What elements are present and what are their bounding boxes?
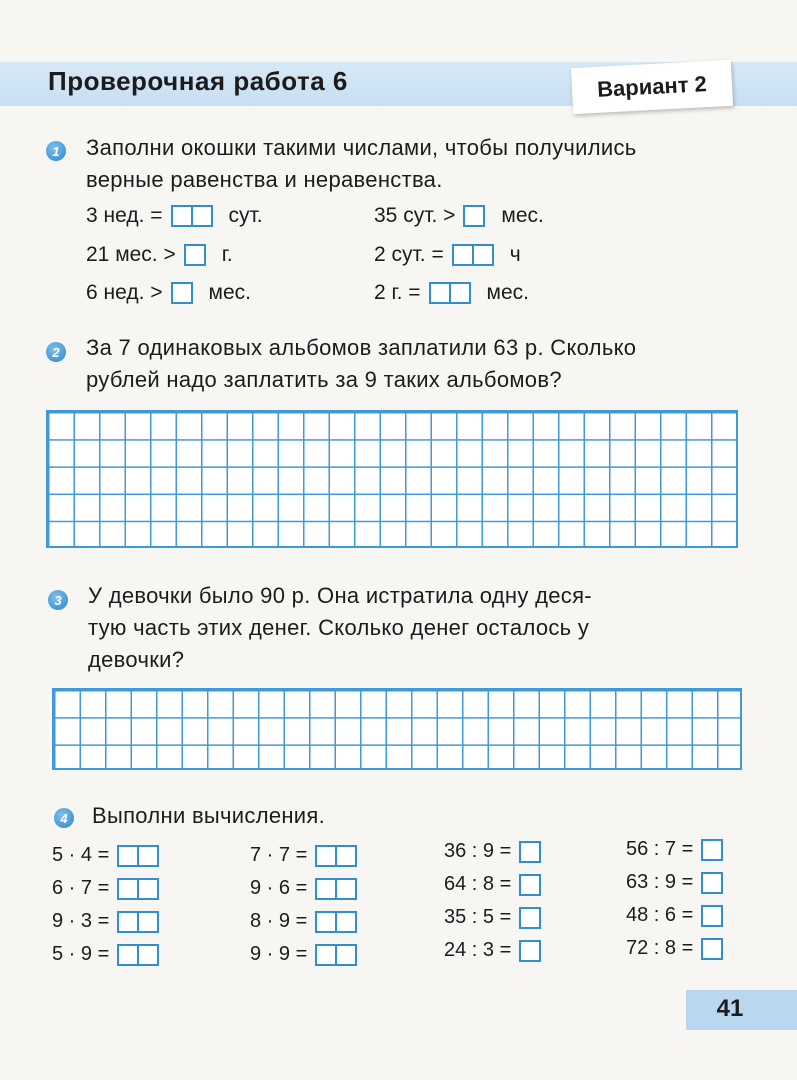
equation-row (374, 243, 521, 267)
calc-item: 8 · 9 = (250, 910, 357, 933)
calc-item: 6 · 7 = (52, 877, 159, 900)
calc-item: 48 : 6 = (626, 904, 723, 927)
answer-box[interactable] (701, 938, 723, 960)
task-3-text-line-2: тую часть этих денег. Сколько денег осталось у (88, 615, 590, 640)
answer-box-double[interactable] (117, 944, 159, 966)
calc-item: 9 · 3 = (52, 910, 159, 933)
equation-row (374, 281, 529, 305)
task-1-text-line-1: Заполни окошки такими числами, чтобы получились (86, 135, 637, 160)
answer-box-double[interactable] (117, 878, 159, 900)
answer-box-double[interactable] (429, 282, 471, 304)
calc-item: 5 · 9 = (52, 943, 159, 966)
task-1-number-icon: 1 (46, 141, 66, 161)
answer-box-double[interactable] (315, 944, 357, 966)
calc-item: 7 · 7 = (250, 844, 357, 867)
answer-box-double[interactable] (315, 878, 357, 900)
equation-left: 2 г. = (374, 281, 421, 304)
equation-left: 35 сут. > (374, 204, 456, 227)
calc-item: 35 : 5 = (444, 906, 541, 929)
equation-left: 6 нед. > (86, 281, 163, 304)
equation-left: 3 нед. = (86, 204, 163, 227)
equation-row (86, 243, 233, 267)
calc-item: 9 · 9 = (250, 943, 357, 966)
answer-box[interactable] (519, 940, 541, 962)
answer-box-double[interactable] (315, 845, 357, 867)
answer-box[interactable] (701, 872, 723, 894)
task-2-number-icon: 2 (46, 342, 66, 362)
task-2-text-line-2: рублей надо заплатить за 9 таких альбомов? (86, 367, 562, 392)
page-title: Проверочная работа 6 (48, 66, 348, 96)
equation-unit: мес. (208, 281, 251, 304)
task-4-text: Выполни вычисления. (92, 803, 326, 828)
answer-box[interactable] (519, 841, 541, 863)
task-3-text-line-3: девочки? (88, 647, 185, 672)
calc-item: 56 : 7 = (626, 838, 723, 861)
answer-box[interactable] (171, 282, 193, 304)
answer-box-double[interactable] (452, 244, 494, 266)
task-1-text-line-2: верные равенства и неравенства. (86, 167, 443, 192)
answer-box[interactable] (519, 874, 541, 896)
equation-row (86, 204, 263, 228)
answer-box-double[interactable] (171, 205, 213, 227)
answer-box[interactable] (463, 205, 485, 227)
answer-grid[interactable] (52, 688, 742, 770)
equation-unit: г. (221, 243, 233, 266)
equation-left: 2 сут. = (374, 243, 444, 266)
answer-box[interactable] (701, 905, 723, 927)
answer-box[interactable] (519, 907, 541, 929)
answer-grid[interactable] (46, 410, 738, 548)
equation-unit: мес. (486, 281, 529, 304)
answer-box[interactable] (184, 244, 206, 266)
calc-item: 64 : 8 = (444, 873, 541, 896)
equation-row (374, 204, 544, 228)
calc-item: 5 · 4 = (52, 844, 159, 867)
answer-box-double[interactable] (315, 911, 357, 933)
equation-unit: мес. (501, 204, 544, 227)
task-3-number-icon: 3 (48, 590, 68, 610)
task-2-text-line-1: За 7 одинаковых альбомов заплатили 63 р. Сколько (86, 335, 637, 360)
equation-unit: ч (509, 243, 521, 266)
equation-left: 21 мес. > (86, 243, 176, 266)
equation-unit: сут. (228, 204, 263, 227)
calc-item: 24 : 3 = (444, 939, 541, 962)
answer-box-double[interactable] (117, 845, 159, 867)
calc-item: 72 : 8 = (626, 937, 723, 960)
calc-item: 36 : 9 = (444, 840, 541, 863)
answer-box[interactable] (701, 839, 723, 861)
calc-item: 63 : 9 = (626, 871, 723, 894)
task-3-text-line-1: У девочки было 90 р. Она истратила одну деся- (88, 583, 592, 608)
answer-box-double[interactable] (117, 911, 159, 933)
equation-row (86, 281, 251, 305)
variant-label: Вариант 2 (571, 60, 733, 114)
task-4-number-icon: 4 (54, 808, 74, 828)
calc-item: 9 · 6 = (250, 877, 357, 900)
page-number: 41 (716, 995, 744, 1022)
